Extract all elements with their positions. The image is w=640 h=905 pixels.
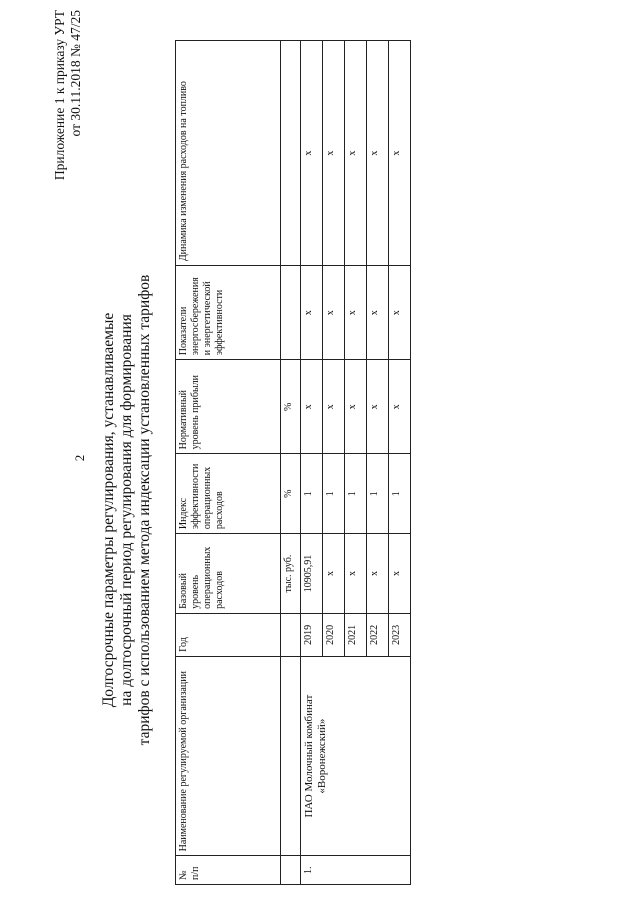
units-fuel — [281, 41, 301, 266]
units-norm: % — [281, 360, 301, 454]
norm-cell: x — [345, 360, 367, 454]
table-header-row — [176, 41, 281, 885]
base-cell: x — [323, 534, 345, 614]
fuel-cell: x — [345, 41, 367, 266]
fuel-cell: x — [301, 41, 323, 266]
base-cell: x — [345, 534, 367, 614]
appendix-line-2: от 30.11.2018 № 47/25 — [68, 10, 83, 137]
fuel-cell: x — [389, 41, 411, 266]
energy-cell: x — [301, 266, 323, 360]
year-cell: 2021 — [345, 613, 367, 656]
title-line-2: на долгосрочный период регулирования для формирования — [118, 314, 135, 706]
year-cell: 2022 — [367, 613, 389, 656]
units-index: % — [281, 454, 301, 534]
header-efficiency-index: Индекс эффективности операционных расходов — [176, 454, 281, 534]
header-year: Год — [176, 613, 281, 656]
norm-cell: x — [367, 360, 389, 454]
page-number: 2 — [72, 454, 87, 462]
units-org — [281, 656, 301, 855]
header-energy-saving: Показатели энергосбережения и энергетической эффективности — [176, 266, 281, 360]
header-organization: Наименование регулируемой организации — [176, 656, 281, 855]
units-base: тыс. руб. — [281, 534, 301, 614]
units-year — [281, 613, 301, 656]
index-cell: 1 — [301, 454, 323, 534]
header-fuel-dynamics: Динамика изменения расходов на топливо — [176, 41, 281, 266]
table-row — [301, 41, 323, 885]
energy-cell: x — [367, 266, 389, 360]
fuel-cell: x — [323, 41, 345, 266]
units-num — [281, 856, 301, 885]
energy-cell: x — [389, 266, 411, 360]
row-number: 1. — [301, 856, 411, 885]
norm-cell: x — [323, 360, 345, 454]
units-energy — [281, 266, 301, 360]
index-cell: 1 — [389, 454, 411, 534]
title-line-3: тарифов с использованием метода индексации установленных тарифов — [136, 274, 153, 746]
parameters-table — [175, 40, 411, 885]
norm-cell: x — [389, 360, 411, 454]
header-normative-profit: Нормативный уровень прибыли — [176, 360, 281, 454]
organization-name: ПАО Молочный комбинат «Воронежский» — [301, 656, 411, 855]
base-cell: 10905,91 — [301, 534, 323, 614]
base-cell: x — [367, 534, 389, 614]
year-cell: 2023 — [389, 613, 411, 656]
index-cell: 1 — [323, 454, 345, 534]
base-cell: x — [389, 534, 411, 614]
year-cell: 2020 — [323, 613, 345, 656]
fuel-cell: x — [367, 41, 389, 266]
energy-cell: x — [345, 266, 367, 360]
header-num: № п/п — [176, 856, 281, 885]
title-line-1: Долгосрочные параметры регулирования, устанавливаемые — [100, 312, 117, 708]
document-title — [100, 115, 154, 905]
index-cell: 1 — [345, 454, 367, 534]
norm-cell: x — [301, 360, 323, 454]
units-row — [281, 41, 301, 885]
appendix-line-1: Приложение 1 к приказу УРТ — [52, 10, 67, 181]
energy-cell: x — [323, 266, 345, 360]
index-cell: 1 — [367, 454, 389, 534]
header-base-level: Базовый уровень операционных расходов — [176, 534, 281, 614]
year-cell: 2019 — [301, 613, 323, 656]
appendix-note — [52, 10, 84, 180]
